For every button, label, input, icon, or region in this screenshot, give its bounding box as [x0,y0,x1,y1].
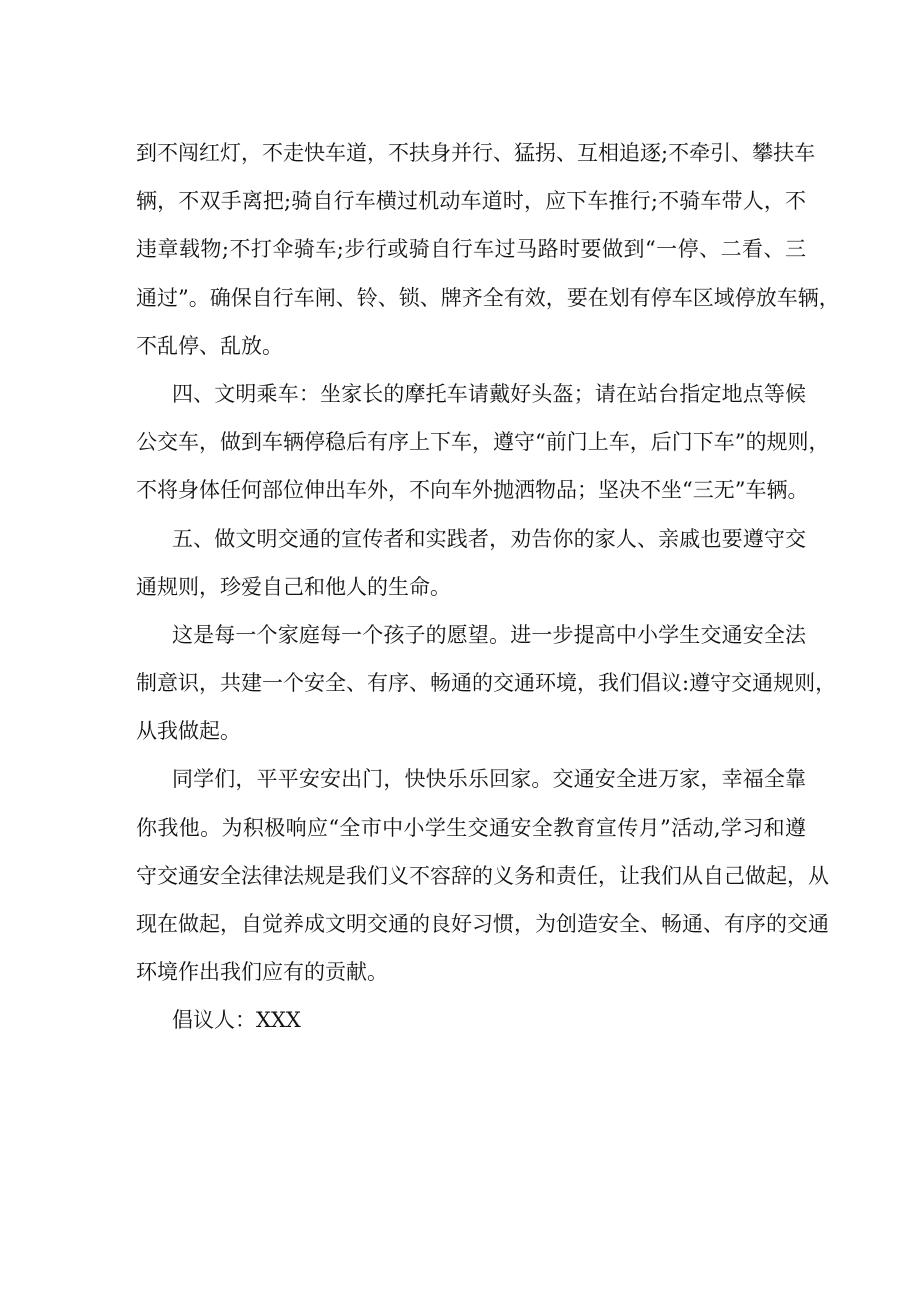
text-line: 到不闯红灯，不走快车道，不扶身并行、猛拐、互相追逐;不牵引、攀扶车 [136,141,816,165]
paragraph [136,760,829,1001]
text-line: 辆，不双手离把;骑自行车横过机动车道时，应下车推行;不骑车带人，不 [136,189,806,214]
text-line: 倡议人：XXX [172,1008,301,1033]
text-line: 通过”。确保自行车闸、铃、锁、牌齐全有效，要在划有停车区域停放车辆， [136,285,840,310]
text-line: 五、做文明交通的宣传者和实践者，劝告你的家人、亲戚也要遵守交 [172,526,806,551]
text-line: 制意识，共建一个安全、有序、畅通的交通环境，我们倡议:遵守交通规则， [136,671,837,696]
paragraph [136,1001,806,1049]
text-line: 环境作出我们应有的贡献。 [136,960,388,985]
text-line: 你我他。为积极响应“全市中小学生交通安全教育宣传月”活动,学习和遵 [136,815,806,840]
text-line: 通规则，珍爱自己和他人的生命。 [136,574,451,599]
paragraph [136,134,840,375]
paragraph [136,520,806,616]
text-line: 公交车，做到车辆停稳后有序上下车，遵守“前门上车，后门下车”的规则， [136,430,830,455]
text-line: 这是每一个家庭每一个孩子的愿望。进一步提高中小学生交通安全法 [172,622,806,647]
text-line: 从我做起。 [136,719,241,744]
text-line: 现在做起，自觉养成文明交通的良好习惯，为创造安全、畅通、有序的交通 [136,912,829,936]
text-line: 四、文明乘车：坐家长的摩托车请戴好头盔；请在站台指定地点等候 [172,381,806,406]
paragraph [136,616,837,761]
paragraph [136,375,830,520]
text-line: 守交通安全法律法规是我们义不容辞的义务和责任，让我们从自己做起，从 [136,863,829,888]
text-line: 不乱停、乱放。 [136,333,283,358]
text-line: 同学们，平平安安出门，快快乐乐回家。交通安全进万家，幸福全靠 [172,767,806,792]
text-line: 违章载物;不打伞骑车;步行或骑自行车过马路时要做到“一停、二看、三 [136,237,806,262]
text-line: 不将身体任何部位伸出车外，不向车外抛洒物品；坚决不坐“三无”车辆。 [136,478,809,503]
document-page [136,134,840,1050]
